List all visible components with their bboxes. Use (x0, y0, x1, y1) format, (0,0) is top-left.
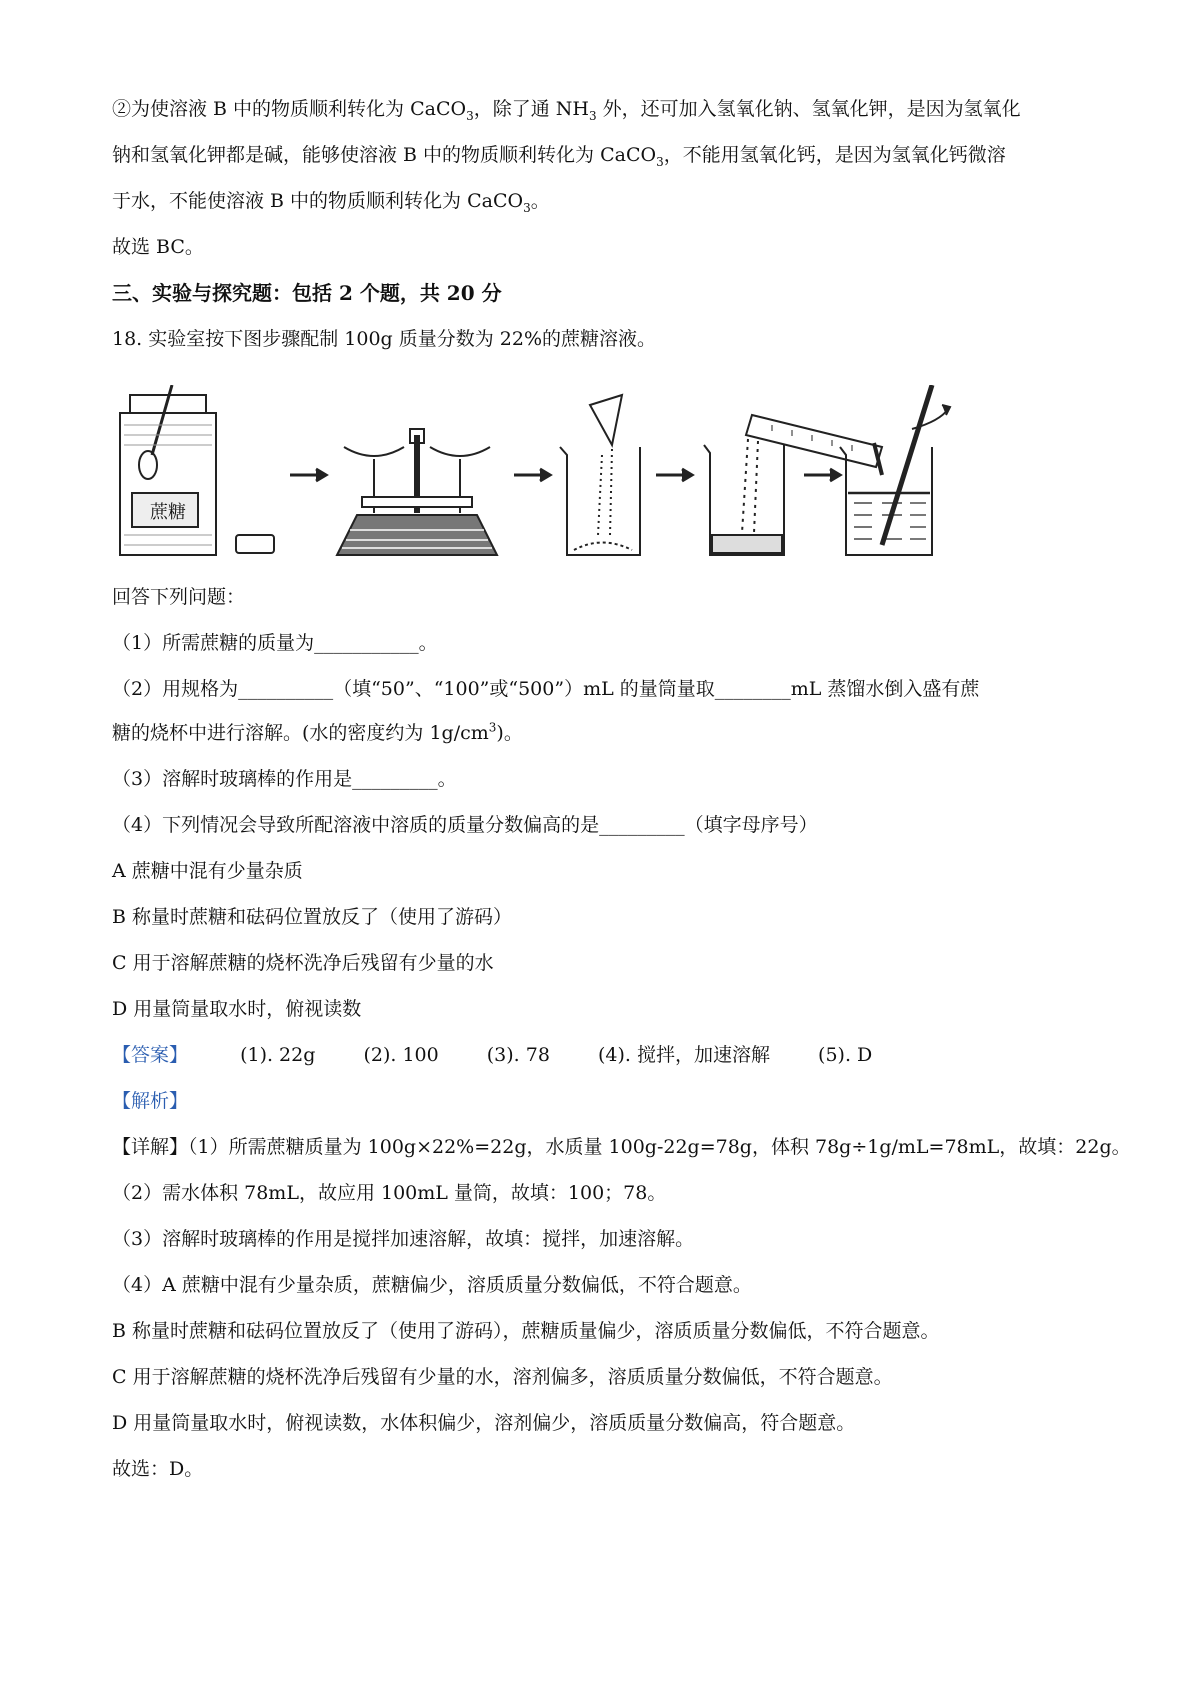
jar-label: 蔗糖 (150, 502, 186, 522)
answer-item: (4). 搅拌，加速溶解 (597, 1044, 770, 1066)
paragraph-line-3 (112, 186, 550, 216)
analysis-label: 【解析】 (112, 1090, 189, 1112)
text: 于水，不能使溶液 B 中的物质顺利转化为 CaCO (112, 190, 524, 212)
analysis-line-7: D 用量筒量取水时，俯视读数，水体积偏少，溶剂偏少，溶质质量分数偏高，符合题意。 (112, 1412, 856, 1434)
question-1: （1）所需蔗糖的质量为___________。 (112, 632, 438, 654)
answer-label: 【答案】 (112, 1044, 189, 1066)
arrow-icon (514, 469, 550, 481)
analysis-line-5: B 称量时蔗糖和砝码位置放反了（使用了游码），蔗糖质量偏少，溶质质量分数偏低，不符合题意。 (112, 1320, 940, 1342)
analysis-line-3: （3）溶解时玻璃棒的作用是搅拌加速溶解，故填：搅拌，加速溶解。 (112, 1228, 695, 1250)
option-c: C 用于溶解蔗糖的烧杯洗净后残留有少量的水 (112, 952, 494, 974)
subscript: 3 (656, 154, 664, 169)
text: 。 (530, 190, 550, 212)
detail-label: 【详解】 (112, 1136, 189, 1158)
sugar-jar-icon (120, 385, 216, 555)
subscript: 3 (466, 108, 474, 123)
beaker-stir-icon (840, 385, 950, 555)
text: ②为使溶液 B 中的物质顺利转化为 CaCO (112, 98, 467, 120)
questions-prompt: 回答下列问题： (112, 586, 246, 608)
weight-icon (236, 535, 274, 553)
answer-item: (5). D (818, 1044, 873, 1066)
text: 钠和氢氧化钾都是碱，能够使溶液 B 中的物质顺利转化为 CaCO (112, 144, 657, 166)
text: )。 (496, 722, 523, 744)
subscript: 3 (523, 200, 531, 215)
text: 外，还可加入氢氧化钠、氢氧化钾，是因为氢氧化 (596, 98, 1021, 120)
analysis-line-4: （4）A 蔗糖中混有少量杂质，蔗糖偏少，溶质质量分数偏低，不符合题意。 (112, 1274, 752, 1296)
preparation-steps-figure (112, 385, 992, 565)
answer-item: (1). 22g (240, 1044, 316, 1066)
text: ，不能用氢氧化钙，是因为氢氧化钙微溶 (663, 144, 1006, 166)
answer-item: (3). 78 (486, 1044, 550, 1066)
answer-row (112, 1040, 914, 1070)
analysis-conclusion: 故选：D。 (112, 1458, 204, 1480)
arrow-icon (290, 469, 326, 481)
question-stem: 18. 实验室按下图步骤配制 100g 质量分数为 22%的蔗糖溶液。 (112, 328, 657, 350)
section-title: 三、实验与探究题：包括 2 个题，共 20 分 (112, 281, 502, 305)
analysis-line-2: （2）需水体积 78mL，故应用 100mL 量筒，故填：100；78。 (112, 1182, 667, 1204)
answer-item: (2). 100 (363, 1044, 439, 1066)
option-a: A 蔗糖中混有少量杂质 (112, 860, 303, 882)
beaker-pour-sugar-icon (560, 395, 640, 555)
superscript: 3 (488, 720, 497, 735)
option-b: B 称量时蔗糖和砝码位置放反了（使用了游码） (112, 906, 513, 928)
question-3: （3）溶解时玻璃棒的作用是_________。 (112, 768, 457, 790)
analysis-line-6: C 用于溶解蔗糖的烧杯洗净后残留有少量的水，溶剂偏多，溶质质量分数偏低，不符合题意。 (112, 1366, 893, 1388)
option-d: D 用量筒量取水时，俯视读数 (112, 998, 362, 1020)
question-2-line-2 (112, 718, 523, 748)
arrow-icon (656, 469, 692, 481)
text: （1）所需蔗糖质量为 100g×22%=22g，水质量 100g-22g=78g，体积 78g÷1g/mL=78mL，故填：22g。 (188, 1136, 1131, 1158)
conclusion-bc: 故选 BC。 (112, 236, 204, 258)
paragraph-line-2 (112, 140, 1006, 170)
balance-icon (337, 429, 497, 555)
subscript: 3 (588, 108, 597, 123)
text: 糖的烧杯中进行溶解。(水的密度约为 1g/cm (112, 722, 489, 744)
paragraph-line-1 (112, 94, 1021, 124)
text: ，除了通 NH (473, 98, 589, 120)
analysis-line-1 (112, 1132, 1131, 1162)
question-4: （4）下列情况会导致所配溶液中溶质的质量分数偏高的是_________（填字母序号） (112, 814, 818, 836)
beaker-pour-water-icon (704, 415, 882, 555)
question-2-line-1: （2）用规格为__________（填“50”、“100”或“500”）mL 的量筒量取________mL 蒸馏水倒入盛有蔗 (112, 678, 980, 700)
arrow-icon (804, 469, 840, 481)
